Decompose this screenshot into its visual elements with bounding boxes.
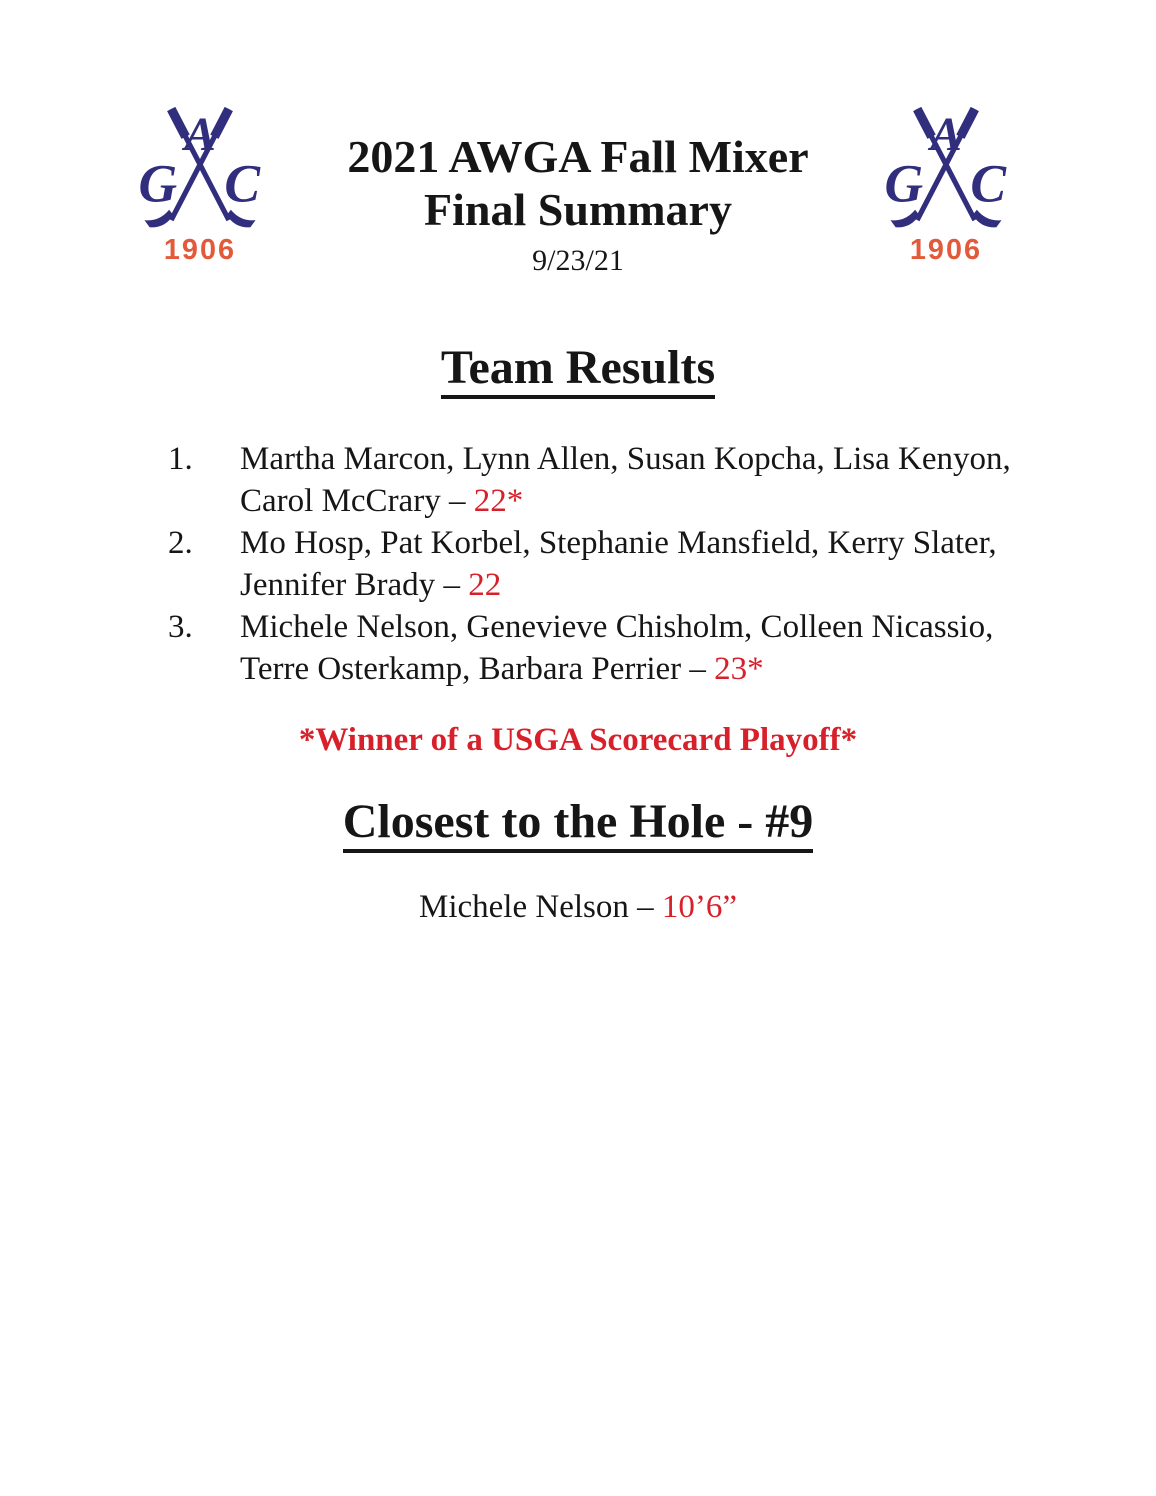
document-title-line2: Final Summary [424,184,732,236]
document-title-line1: 2021 AWGA Fall Mixer [347,131,809,182]
result-score: 22* [473,483,524,520]
document-date: 9/23/21 [532,243,624,277]
result-names: Mo Hosp, Pat Korbel, Stephanie Mansfield, Kerry Slater, Jennifer Brady [240,525,997,604]
team-result-row [168,523,1034,607]
result-content [240,439,1034,523]
closest-to-hole-winner-line [0,887,1156,928]
result-number: 2. [168,525,193,562]
result-names: Martha Marcon, Lynn Allen, Susan Kopcha, Lisa Kenyon, Carol McCrary [240,441,1011,520]
winner-distance: 10’6” [661,889,737,926]
result-score: 23* [714,651,764,687]
result-number: 3. [168,609,193,646]
golf-club-logo-left [128,94,272,268]
result-dash: – [689,651,706,687]
winner-name: Michele Nelson [419,889,629,926]
result-names: Michele Nelson, Genevieve Chisholm, Colleen Nicassio, Terre Osterkamp, Barbara Perrier [240,609,994,687]
logo-year-1906: 1906 [909,234,983,267]
crossed-golf-clubs-icon [874,94,1018,268]
logo-letter-g: G [138,153,178,214]
logo-letter-a: A [930,109,962,162]
logo-letter-a: A [184,109,216,162]
result-dash: – [443,567,460,604]
crossed-golf-clubs-icon [128,94,272,268]
logo-letter-c: C [970,153,1007,214]
team-results-heading-text: Team Results [441,341,715,400]
result-content [240,607,1034,691]
closest-to-hole-heading-text: Closest to the Hole - #9 [343,795,814,854]
team-result-row [168,439,1034,523]
logo-year-1906: 1906 [163,234,237,267]
winner-dash: – [637,889,654,926]
team-results-heading [0,341,1156,400]
result-number: 1. [168,441,193,478]
closest-to-hole-heading [0,795,1156,854]
result-content [240,523,1034,607]
team-results-list [168,439,1034,690]
playoff-winner-footnote: *Winner of a USGA Scorecard Playoff* [298,721,858,758]
logo-letter-c: C [224,153,261,214]
logo-letter-g: G [884,153,924,214]
result-score: 22 [468,567,502,604]
golf-club-logo-right [874,94,1018,268]
team-result-row [168,607,1034,691]
result-dash: – [448,483,466,520]
